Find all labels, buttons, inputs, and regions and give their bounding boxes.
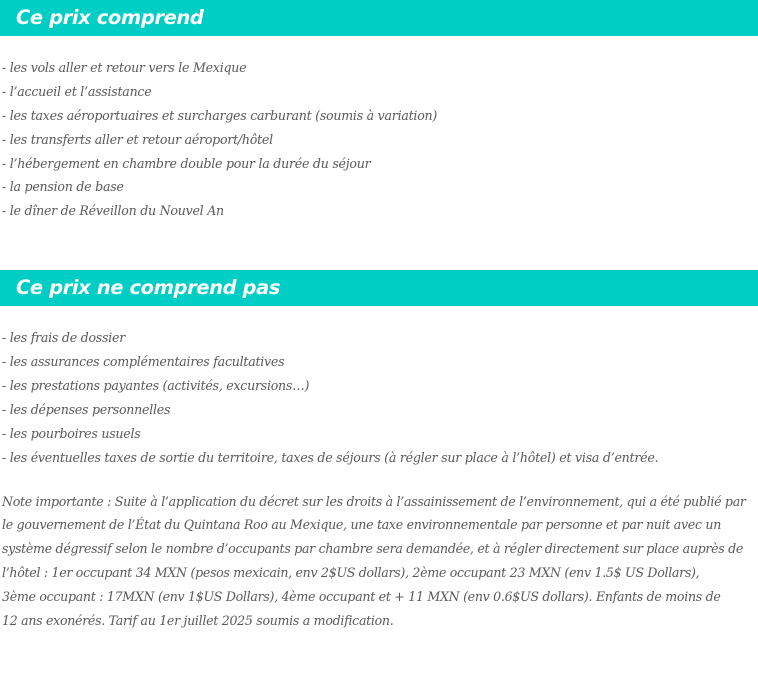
list-item: - le dîner de Réveillon du Nouvel An (2, 203, 224, 219)
excludes-list (0, 326, 758, 469)
note-line: l’hôtel : 1er occupant 34 MXN (pesos mexicain, env 2$US dollars), 2ème occupant 23 MXN (env 1.5$ US Dollars), (2, 565, 700, 581)
list-item: - les transferts aller et retour aéroport/hôtel (2, 131, 273, 147)
spacer-before-excludes-header (0, 223, 758, 270)
section-header-includes (0, 0, 758, 36)
list-item: - les pourboires usuels (2, 425, 141, 441)
list-item: - l’accueil et l’assistance (2, 83, 152, 99)
list-item: - les prestations payantes (activités, excursions…) (2, 378, 310, 394)
list-item: - les assurances complémentaires facultatives (2, 354, 285, 370)
note-line: le gouvernement de l’État du Quintana Roo au Mexique, une taxe environnementale par personne et par nuit avec un (2, 517, 722, 533)
section-title-excludes: Ce prix ne comprend pas (16, 276, 281, 300)
spacer-before-note (0, 470, 758, 490)
list-item: - la pension de base (2, 179, 124, 195)
list-item: - les taxes aéroportuaires et surcharges carburant (soumis à variation) (2, 107, 438, 123)
spacer-after-includes-header (0, 36, 758, 56)
section-title-includes: Ce prix comprend (16, 6, 204, 30)
section-header-excludes (0, 270, 758, 306)
note-line: Note importante : Suite à l’application du décret sur les droits à l’assainissement de l’environnement, qui a été publié par (2, 493, 746, 509)
note-line: 12 ans exonérés. Tarif au 1er juillet 2025 soumis a modification. (2, 613, 394, 629)
important-note (0, 490, 758, 633)
list-item: - l’hébergement en chambre double pour la durée du séjour (2, 155, 371, 171)
spacer-after-excludes-header (0, 306, 758, 326)
note-line: système dégressif selon le nombre d’occupants par chambre sera demandée, et à régler directement sur place auprès de (2, 541, 744, 557)
list-item: - les frais de dossier (2, 330, 125, 346)
includes-list (0, 56, 758, 223)
list-item: - les vols aller et retour vers le Mexique (2, 60, 247, 75)
list-item: - les éventuelles taxes de sortie du territoire, taxes de séjours (à régler sur place à l’hôtel) et visa d’entrée. (2, 449, 659, 465)
list-item: - les dépenses personnelles (2, 401, 171, 417)
note-line: 3ème occupant : 17MXN (env 1$US Dollars), 4ème occupant et + 11 MXN (env 0.6$US dollars). Enfants de moins de (2, 589, 721, 605)
